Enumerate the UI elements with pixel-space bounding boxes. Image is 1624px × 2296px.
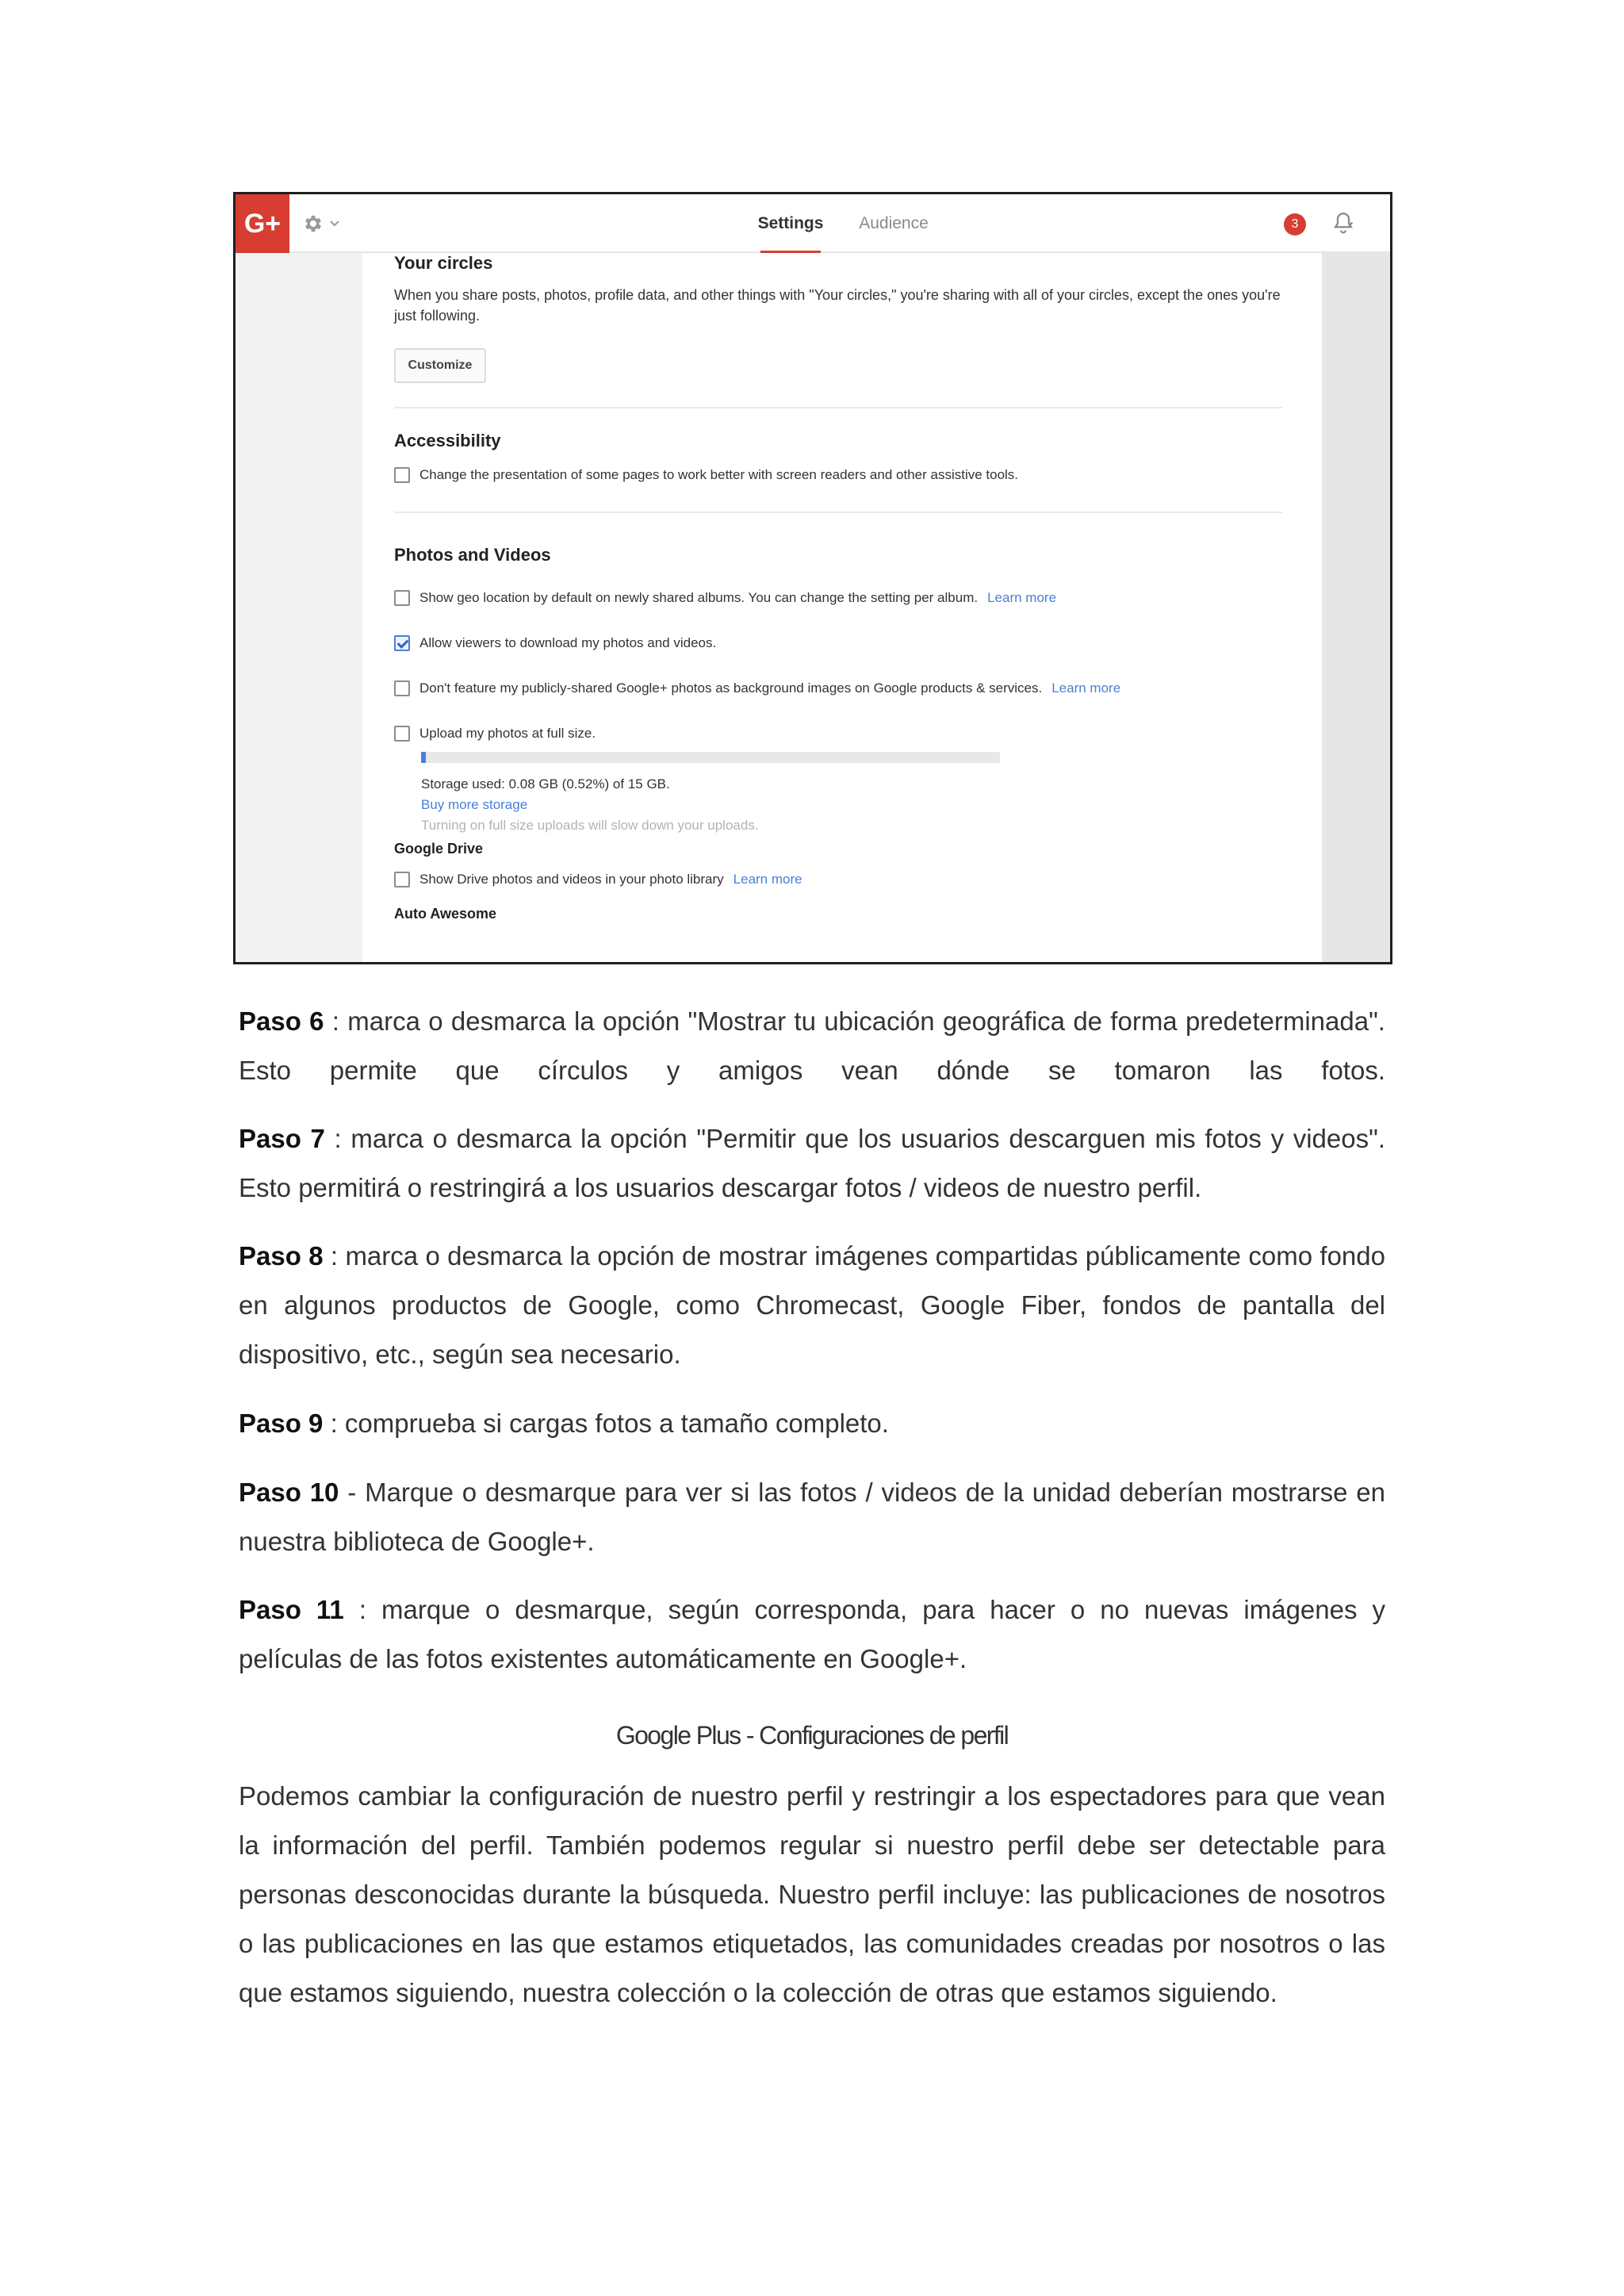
notification-badge[interactable]: 3 — [1284, 213, 1306, 236]
step-separator: : — [324, 1124, 351, 1153]
storage-bar-fill — [421, 752, 426, 763]
allow-download-label: Allow viewers to download my photos and videos. — [419, 635, 717, 650]
option-background-images[interactable] — [394, 680, 1120, 696]
accessibility-checkbox[interactable] — [394, 467, 410, 483]
step-label: Paso 10 — [239, 1478, 339, 1507]
geo-location-checkbox[interactable] — [394, 590, 410, 606]
section-caption: Google Plus - Configuraciones de perfil — [615, 1721, 1009, 1750]
settings-screenshot — [233, 192, 1392, 964]
divider — [394, 407, 1282, 408]
step-separator: : — [343, 1595, 382, 1624]
step-label: Paso 8 — [239, 1241, 324, 1271]
tab-settings[interactable]: Settings — [749, 194, 832, 253]
option-drive-photos[interactable] — [394, 872, 802, 887]
section-title-google-drive: Google Drive — [394, 841, 484, 857]
circles-description: When you share posts, photos, profile data, and other things with "Your circles," you're sharing with all of your circles, except the ones you're just following. — [394, 287, 1281, 324]
section-title-auto-awesome: Auto Awesome — [394, 906, 497, 922]
step-text: marca o desmarca la opción "Permitir que los usuarios descarguen mis fotos y videos". Esto permitirá o restringirá a los usuarios descargar fotos / videos de nuestro perfil. — [239, 1124, 1385, 1202]
chevron-down-icon — [329, 218, 340, 229]
step-7 — [239, 1114, 1385, 1213]
step-label: Paso 6 — [239, 1006, 324, 1036]
step-label: Paso 9 — [239, 1409, 324, 1438]
background-images-checkbox[interactable] — [394, 680, 410, 696]
accessibility-label: Change the presentation of some pages to work better with screen readers and other assistive tools. — [419, 467, 1019, 482]
step-text: marca o desmarca la opción "Mostrar tu ubicación geográfica de forma predeterminada". Esto permite que círculos y amigos vean dónde se tomaron las fotos. — [239, 1006, 1385, 1085]
step-text: marque o desmarque, según corresponda, para hacer o no nuevas imágenes y películas de las fotos existentes automáticamente en Google+. — [239, 1595, 1386, 1673]
learn-more-link[interactable]: Learn more — [733, 872, 802, 887]
buy-storage-link[interactable]: Buy more storage — [421, 797, 528, 812]
step-label: Paso 11 — [239, 1595, 344, 1624]
storage-used-text: Storage used: 0.08 GB (0.52%) of 15 GB. — [421, 776, 670, 792]
step-separator: : — [324, 1006, 348, 1036]
section-title-photos-videos: Photos and Videos — [394, 545, 551, 565]
step-8 — [239, 1232, 1385, 1379]
customize-button[interactable]: Customize — [394, 348, 486, 383]
geo-location-label: Show geo location by default on newly shared albums. You can change the setting per album. — [419, 590, 979, 605]
option-geo-location[interactable] — [394, 590, 1056, 606]
section-title-circles: Your circles — [394, 253, 493, 273]
settings-panel — [362, 253, 1322, 962]
divider — [394, 512, 1282, 513]
learn-more-link[interactable]: Learn more — [987, 590, 1057, 605]
tab-audience[interactable]: Audience — [859, 214, 929, 232]
step-label: Paso 7 — [239, 1124, 325, 1153]
full-size-upload-label: Upload my photos at full size. — [419, 726, 596, 741]
option-allow-download[interactable] — [394, 635, 716, 651]
step-11 — [239, 1585, 1385, 1684]
left-margin — [236, 253, 362, 962]
closing-paragraph: Podemos cambiar la configuración de nuestro perfil y restringir a los espectadores para que vean la información del perfil. También podemos regular si nuestro perfil debe ser detectable para personas desconocidas durante la búsqueda. Nuestro perfil incluye: las publicaciones de nosotros o las publicaciones en las que estamos etiquetados, las comunidades creadas por nosotros o las que estamos siguiendo, nuestra colección o la colección de otras que estamos siguiendo. — [239, 1781, 1385, 2007]
step-9 — [239, 1399, 1385, 1448]
step-separator: - — [339, 1478, 366, 1507]
section-title-accessibility: Accessibility — [394, 431, 501, 450]
full-size-note: Turning on full size uploads will slow down your uploads. — [421, 818, 759, 833]
right-scroll-gutter[interactable] — [1322, 253, 1390, 962]
google-plus-logo[interactable]: G+ — [236, 194, 289, 253]
allow-download-checkbox[interactable] — [394, 635, 410, 651]
drive-photos-label: Show Drive photos and videos in your photo library — [419, 872, 724, 887]
background-images-label: Don't feature my publicly-shared Google+ photos as background images on Google products & services. — [419, 680, 1043, 696]
top-bar — [236, 194, 1390, 253]
option-full-size-upload[interactable] — [394, 726, 596, 742]
step-6 — [239, 997, 1385, 1095]
gear-icon — [302, 213, 324, 235]
bell-icon[interactable] — [1330, 210, 1357, 237]
learn-more-link[interactable]: Learn more — [1051, 680, 1121, 696]
step-10 — [239, 1468, 1385, 1566]
storage-bar — [421, 752, 1000, 763]
drive-photos-checkbox[interactable] — [394, 872, 410, 887]
step-text: Marque o desmarque para ver si las fotos / videos de la unidad deberían mostrarse en nuestra biblioteca de Google+. — [239, 1478, 1386, 1556]
full-size-upload-checkbox[interactable] — [394, 726, 410, 742]
step-separator: : — [323, 1409, 345, 1438]
settings-menu-button[interactable] — [302, 209, 366, 239]
step-separator: : — [323, 1241, 346, 1271]
accessibility-option[interactable] — [394, 467, 1018, 483]
step-text: marca o desmarca la opción de mostrar imágenes compartidas públicamente como fondo en algunos productos de Google, como Chromecast, Google Fiber, fondos de pantalla del dispositivo, etc., según sea necesario. — [239, 1241, 1385, 1369]
step-text: comprueba si cargas fotos a tamaño completo. — [344, 1409, 889, 1438]
